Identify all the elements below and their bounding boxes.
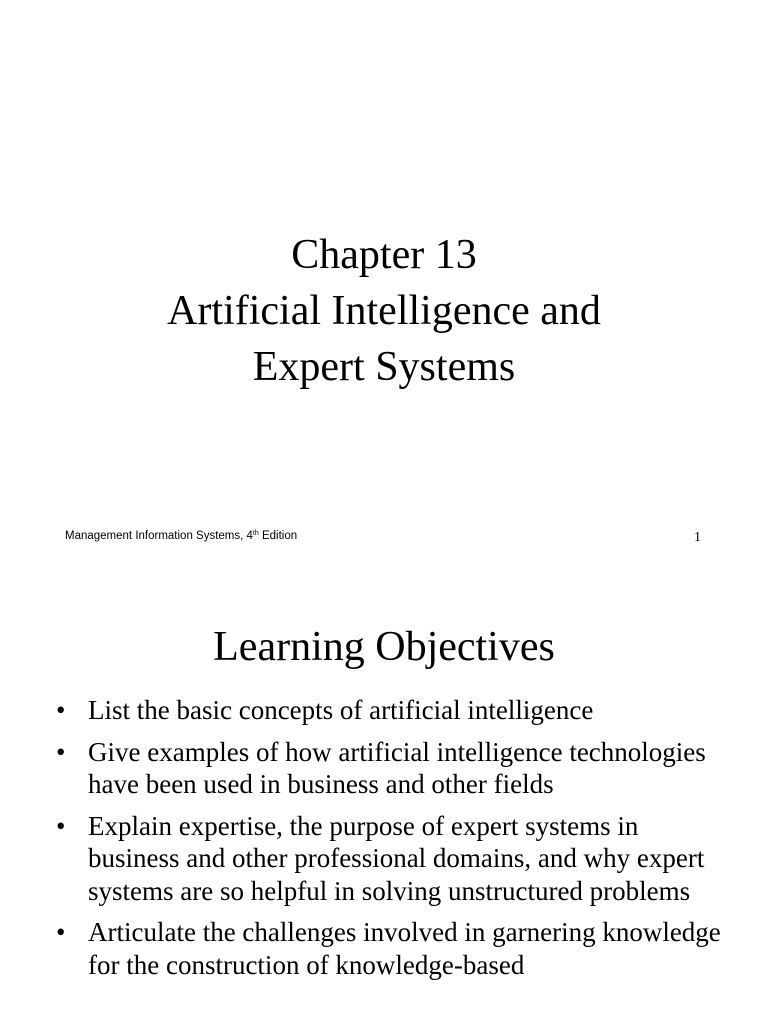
footer-edition-suffix: Edition (258, 530, 298, 542)
chapter-title (0, 227, 768, 395)
objective-text: Give examples of how artificial intelligence technologies have been used in business and other fields (88, 736, 706, 799)
footer-edition-superscript: th (252, 530, 259, 537)
bullet-icon: • (56, 917, 66, 947)
bullet-icon: • (56, 810, 66, 841)
slide-footer-book-title (65, 529, 297, 543)
slide-page-number: 1 (694, 530, 701, 545)
learning-objectives-slide (0, 576, 768, 1024)
objective-text: List the basic concepts of artificial intelligence (88, 695, 594, 725)
bullet-icon: • (56, 695, 66, 725)
list-item (56, 916, 736, 981)
list-item (56, 694, 736, 727)
learning-objectives-title: Learning Objectives (213, 624, 555, 670)
bullet-icon: • (56, 736, 66, 767)
chapter-title-line-1: Chapter 13 (291, 232, 477, 278)
chapter-title-line-3: Expert Systems (252, 344, 516, 390)
objectives-list (56, 694, 736, 990)
list-item (56, 736, 736, 801)
chapter-title-line-2: Artificial Intelligence and (167, 288, 601, 334)
objective-text: Explain expertise, the purpose of expert systems in business and other professional domains, and why expert systems are so helpful in solving unstructured problems (88, 810, 705, 906)
footer-book-prefix: Management Information Systems, 4 (65, 530, 253, 542)
objective-text: Articulate the challenges involved in garnering knowledge for the construction of knowledge-based (88, 917, 721, 980)
list-item (56, 810, 736, 908)
